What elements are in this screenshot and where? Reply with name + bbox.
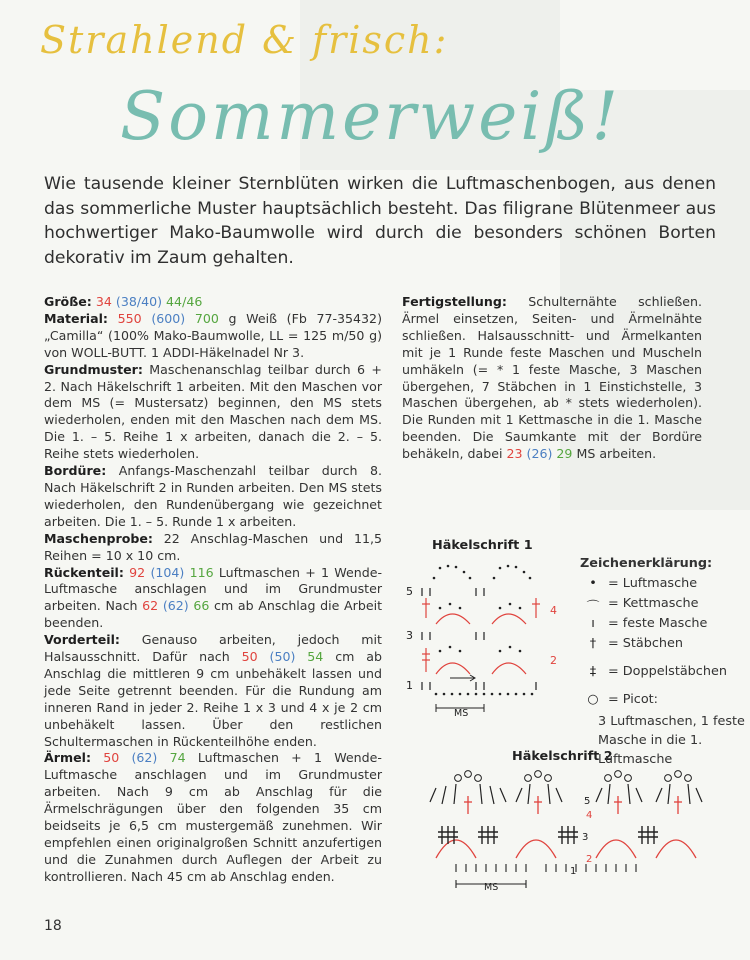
front-value: (50)	[269, 649, 296, 665]
legend-picot-detail-row	[580, 712, 750, 772]
size-label: Größe:	[44, 294, 92, 309]
pattern-text: Maschenanschlag teilbar durch 6 + 2. Nach Häkelschrift 1 arbeiten. Mit den Maschen vor dem MS (= Mustersatz) beginnen, den MS stets wiederholen, enden mit den Maschen nach dem MS. Die 1. – 5. Reihe 1 x arbeiten, danach die 2. – 5. Reihe stets wiederholen.	[44, 361, 382, 462]
instructions-right-column	[402, 294, 702, 463]
back-value: (62)	[162, 598, 189, 614]
crochet-chart-2	[420, 766, 710, 896]
treble-icon: †	[589, 636, 597, 651]
treble-fans	[430, 784, 702, 804]
material-text: g Weiß (Fb 77-35432) „Camilla“ (100% Mako-Baumwolle, LL = 125 m/50 g) von WOLL-BUTT. 1 ADDI-Häkelnadel Nr 3.	[44, 310, 382, 360]
round-label: 3	[582, 832, 589, 843]
legend-item	[580, 664, 750, 684]
row-label: 4	[550, 604, 557, 617]
back-value: 66	[193, 598, 210, 614]
finishing-text: MS arbeiten.	[576, 446, 657, 462]
gauge-paragraph	[44, 531, 382, 565]
sleeve-value: 50	[103, 750, 120, 766]
material-value: 550	[117, 310, 142, 326]
legend-item	[580, 692, 750, 712]
legend-item	[580, 616, 750, 636]
front-text: Genauso arbeiten, jedoch mit Halsausschnitt. Dafür nach	[44, 632, 382, 665]
legend-item	[580, 596, 750, 616]
legend-text: = Stäbchen	[608, 636, 684, 651]
material-label: Material:	[44, 310, 108, 326]
legend-text: = Doppelstäbchen	[608, 664, 727, 679]
finishing-paragraph	[402, 294, 702, 463]
round-label: 4	[586, 810, 593, 821]
treble-marks	[422, 598, 540, 674]
back-value: 92	[129, 564, 146, 580]
material-value: 700	[194, 310, 219, 326]
legend-item	[580, 576, 750, 596]
back-paragraph	[44, 565, 382, 633]
single-crochet-icon: ı	[591, 616, 595, 631]
size-value: 34	[95, 294, 112, 309]
round-label: 1	[570, 866, 577, 877]
finishing-value: 23	[506, 446, 523, 462]
finishing-value: 29	[556, 446, 573, 462]
size-value: 44/46	[166, 294, 203, 309]
double-treble-icon: ‡	[589, 664, 597, 679]
headline-main: Sommerweiß!	[120, 78, 621, 155]
chart1-ms-label: MS	[454, 708, 469, 719]
double-treble-groups	[438, 826, 658, 844]
finishing-text: Schulternähte schließen. Ärmel einsetzen, Seiten- und Ärmelnähte schließen. Halsausschnitt- und Ärmelkanten mit je 1 Runde feste Maschen und Muscheln umhäkeln (= * 1 feste Masche, 3 Maschen übergehen, 7 Stäbchen in 1 Einstichstelle, 3 Maschen übergehen, ab * stets wiederholen). Die Runden mit 1 Kettmasche in die 1. Masche beenden. Die Saumkante mit der Bordüre behäkeln, dabei	[402, 294, 702, 462]
legend-item	[580, 636, 750, 656]
instructions-left-column	[44, 294, 382, 886]
chart1-title: Häkelschrift 1	[432, 538, 533, 553]
single-crochet-marks	[422, 588, 536, 690]
legend-picot-detail: 3 Luftmaschen, 1 feste Masche in die 1. Luftmasche	[598, 714, 745, 767]
front-paragraph	[44, 632, 382, 750]
sleeve-value: 74	[169, 750, 186, 766]
legend-title: Zeichenerklärung:	[580, 556, 713, 571]
intro-paragraph: Wie tausende kleiner Sternblüten wirken die Luftmaschenbogen, aus denen das sommerliche Muster hauptsächlich besteht. Das filigrane Blütenmeer aus hochwertiger Mako-Baumwolle wird durch die besonders schönen Borten dekorativ im Zaum gehalten.	[44, 174, 716, 268]
row-label: 3	[406, 629, 413, 642]
sleeve-value: (62)	[131, 750, 158, 766]
back-text: cm ab Anschlag die Arbeit beenden.	[44, 598, 383, 631]
gauge-text: 22 Anschlag-Maschen und 11,5 Reihen = 10 x 10 cm.	[44, 530, 382, 563]
back-value: 116	[189, 564, 214, 580]
row-label: 2	[550, 654, 557, 667]
sleeve-label: Ärmel:	[44, 750, 91, 766]
crochet-chart-1	[400, 556, 570, 719]
symbol-legend	[580, 556, 750, 772]
chain-stitch-icon: •	[589, 576, 597, 591]
legend-text: = feste Masche	[608, 616, 708, 631]
back-value: (104)	[150, 564, 185, 580]
page-number: 18	[44, 918, 62, 934]
legend-text: = Luftmasche	[608, 576, 698, 591]
gauge-label: Maschenprobe:	[44, 530, 153, 546]
back-label: Rückenteil:	[44, 564, 124, 580]
size-paragraph	[44, 294, 382, 311]
sleeve-paragraph	[44, 750, 382, 885]
legend-text: = Kettmasche	[608, 596, 699, 611]
picot-icon: ○	[587, 692, 599, 707]
material-paragraph	[44, 311, 382, 362]
back-text: Luftmaschen + 1 Wende-Luftmasche anschlagen und im Grundmuster arbeiten. Nach	[44, 564, 382, 614]
back-value: 62	[142, 598, 159, 614]
finishing-label: Fertigstellung:	[402, 294, 507, 309]
pattern-paragraph	[44, 362, 382, 463]
pattern-label: Grundmuster:	[44, 361, 143, 377]
material-value: (600)	[151, 310, 186, 326]
size-value: (38/40)	[115, 294, 163, 309]
border-paragraph	[44, 463, 382, 531]
sleeve-text: Luftmaschen + 1 Wende-Luftmasche anschlagen und im Grundmuster arbeiten. Nach 9 cm ab Anschlag für die Ärmelschrägungen über den folgenden 35 cm beidseits je 6,5 cm mustergemäß zunehmen. Wir empfehlen einen originalgroßen Schnitt anzufertigen und die Zunahmen durch Auflegen der Arbeit zu kontrollieren. Nach 45 cm ab Anschlag enden.	[44, 750, 382, 884]
chart2-title: Häkelschrift 2	[512, 749, 613, 764]
row-label: 5	[406, 585, 413, 598]
row-label: 1	[406, 679, 413, 692]
headline-top: Strahlend & frisch:	[40, 18, 449, 62]
base-row-marks	[456, 864, 636, 888]
chart2-ms-label: MS	[484, 882, 499, 893]
picot-circles	[455, 771, 692, 782]
legend-text: = Picot:	[608, 692, 658, 707]
border-text: Anfangs-Maschenzahl teilbar durch 8. Nach Häkelschrift 2 in Runden arbeiten. Den MS stets wiederholen, den Rundenübergang wie gezeichnet arbeiten. Die 1. – 5. Runde 1 x arbeiten.	[44, 463, 382, 529]
front-value: 50	[241, 649, 258, 665]
slip-stitch-icon: ⌒	[586, 600, 600, 615]
finishing-value: (26)	[526, 446, 553, 462]
front-text: cm ab Anschlag die mittleren 9 cm unbehäkelt lassen und jede Seite getrennt beenden. Für die Rundung am inneren Rand in jeder 2. Reihe 1 x 3 und 4 x je 2 cm unbehäkelt lassen. Über den restlichen Schultermaschen in Rückenteilhöhe enden.	[44, 649, 382, 749]
round-label: 2	[586, 854, 593, 865]
front-value: 54	[307, 649, 324, 665]
red-stitch-marks	[436, 796, 696, 858]
border-label: Bordüre:	[44, 463, 107, 479]
chain-stitch-dots	[433, 565, 534, 696]
round-label: 5	[584, 796, 591, 807]
front-label: Vorderteil:	[44, 632, 120, 648]
